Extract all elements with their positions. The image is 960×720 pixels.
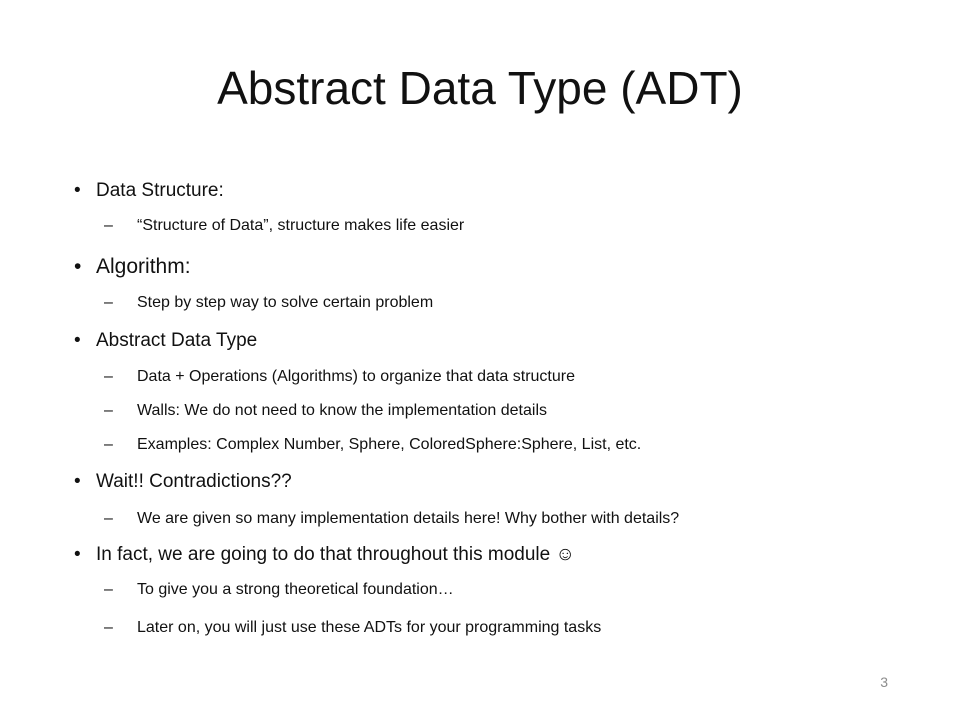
sub-bullet-item <box>104 508 679 530</box>
sub-bullet-item <box>104 579 454 601</box>
bullet-item <box>74 254 191 280</box>
bullet-marker: • <box>74 544 81 565</box>
sub-bullet-text: We are given so many implementation details here! Why bother with details? <box>137 510 680 527</box>
sub-bullet-item <box>104 617 601 639</box>
bullet-marker: • <box>74 330 81 351</box>
bullet-marker: • <box>74 255 82 278</box>
bullet-text: Data Structure: <box>96 180 224 201</box>
bullet-text: In fact, we are going to do that throughout this module ☺ <box>96 544 575 565</box>
slide-title: Abstract Data Type (ADT) <box>217 62 743 114</box>
sub-bullet-text: Examples: Complex Number, Sphere, ColoredSphere:Sphere, List, etc. <box>137 436 642 453</box>
sub-bullet-text: “Structure of Data”, structure makes life easier <box>137 217 465 234</box>
dash-marker: – <box>104 436 113 453</box>
sub-bullet-item <box>104 434 641 456</box>
dash-marker: – <box>104 402 113 419</box>
bullet-item <box>74 542 575 568</box>
sub-bullet-item <box>104 292 433 314</box>
bullet-item <box>74 178 224 204</box>
bullet-item <box>74 469 292 495</box>
page-number: 3 <box>880 674 888 690</box>
sub-bullet-text: To give you a strong theoretical foundation… <box>137 581 454 598</box>
dash-marker: – <box>104 217 113 234</box>
bullet-text: Wait!! Contradictions?? <box>96 471 292 492</box>
sub-bullet-text: Step by step way to solve certain problem <box>137 294 434 311</box>
bullet-item <box>74 328 257 354</box>
dash-marker: – <box>104 368 113 385</box>
bullet-marker: • <box>74 180 81 201</box>
sub-bullet-item <box>104 215 464 237</box>
sub-bullet-text: Later on, you will just use these ADTs for your programming tasks <box>137 619 602 636</box>
dash-marker: – <box>104 619 113 636</box>
dash-marker: – <box>104 294 113 311</box>
bullet-text: Algorithm: <box>96 255 191 278</box>
sub-bullet-item <box>104 366 575 388</box>
sub-bullet-text: Walls: We do not need to know the implementation details <box>137 402 547 419</box>
dash-marker: – <box>104 581 113 598</box>
dash-marker: – <box>104 510 113 527</box>
sub-bullet-text: Data + Operations (Algorithms) to organize that data structure <box>137 368 575 385</box>
bullet-marker: • <box>74 471 81 492</box>
sub-bullet-item <box>104 400 547 422</box>
bullet-text: Abstract Data Type <box>96 330 258 351</box>
